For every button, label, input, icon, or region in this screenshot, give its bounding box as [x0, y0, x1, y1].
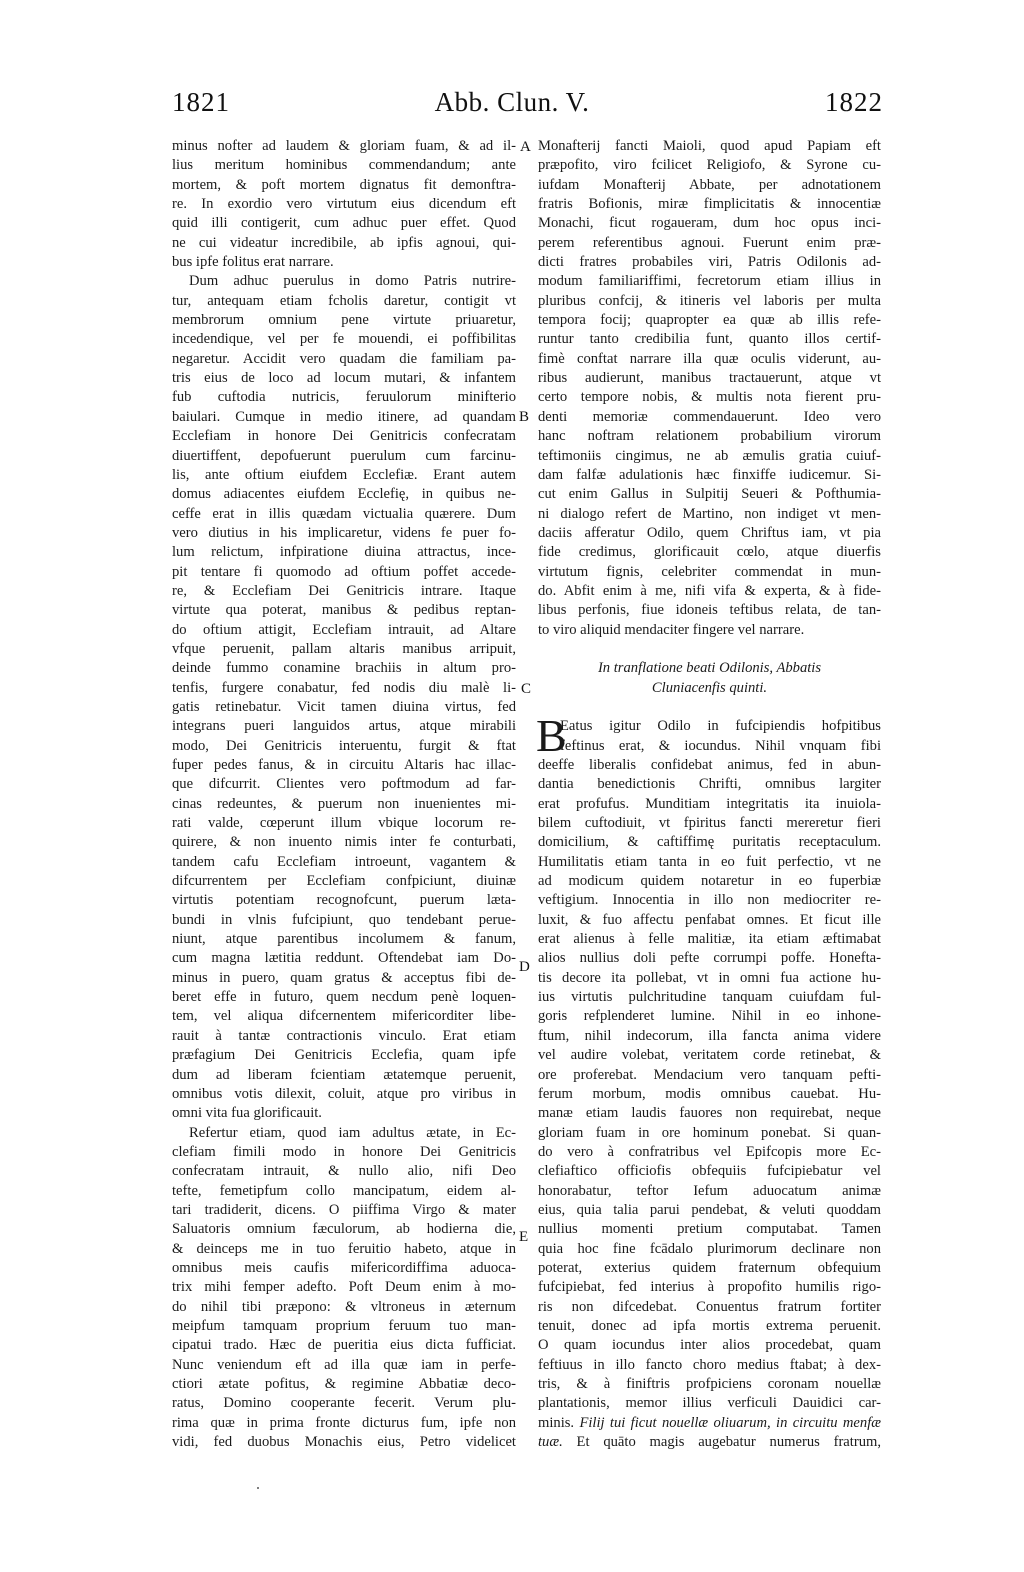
scripture-quote: Filij tui ficut nouellæ oliuarum, in circuitu menfæ: [579, 1414, 881, 1431]
text-line: gloriam fuam in ore hominum ponebat. Si quan-: [538, 1124, 881, 1141]
page-header: [0, 84, 1024, 120]
text-line: virtutum fignis, celebriter commendat in mun-: [538, 563, 881, 580]
text-line: libus perfonis, fiue idoneis teftibus relata, de tan-: [538, 602, 881, 619]
text-line: modo, Dei Genitricis interuentu, furgit & ftat: [172, 737, 516, 754]
text-line: Dum adhuc puerulus in domo Patris nutrire-: [189, 273, 516, 290]
text-line: perem referentibus agnoui. Fuerunt enim præ-: [538, 234, 881, 251]
text-line: do oftium attigit, Ecclefiam intrauit, ad Altare: [172, 621, 516, 638]
text-line: omnibus votis dilexit, coluit, atque pro viribus in: [172, 1085, 516, 1102]
text-line: eius, quia talia parui pendebat, & veluti quoddam: [538, 1201, 881, 1218]
text-line: to viro aliquid mendaciter fingere vel narrare.: [538, 621, 805, 638]
text-line: hanc noftram relationem probabilium virorum: [538, 428, 881, 445]
text-line: Nunc veniendum eft ad illa quæ iam in perfe-: [172, 1356, 516, 1373]
text-line: minus nofter ad laudem & gloriam fuam, & ad il-: [172, 138, 516, 154]
margin-letter-e: E: [519, 1229, 529, 1245]
text-line: vfque peruenit, pallam altaris manibus arripuit,: [172, 640, 516, 657]
text-line: vidi, fed duobus Monachis eius, Petro videlicet: [172, 1434, 516, 1451]
text-line: erat profufus. Munditiam integritatis ita inuiola-: [538, 795, 881, 812]
text-line: tris eius de loco ad locum mutari, & infantem: [172, 370, 516, 387]
text-line: niunt, atque parentibus incolumem & fanum,: [172, 931, 516, 948]
quote-prefix: minis.: [538, 1414, 580, 1431]
text-line: difcurrentem per Ecclefiam confpiciunt, diuinæ: [172, 873, 516, 890]
text-line: confecratam intrauit, & nullo alio, nifi Deo: [172, 1163, 516, 1180]
text-line: Monafterij fancti Maioli, quod apud Papiam eft: [538, 138, 881, 154]
text-line: ratus, Domino cooperante fecerit. Verum plu-: [172, 1395, 516, 1412]
text-line: virtute qua poterat, manibus & pedibus reptan-: [172, 602, 516, 619]
text-line: Monachi, ficut rogaueram, dum hoc opus inci-: [538, 215, 881, 232]
text-line: fub cuftodia nutricis, feruulorum minifterio: [172, 389, 516, 406]
text-line: incedendique, vel per fe mouendi, ei poffibilitas: [172, 331, 516, 348]
text-line: iufdam Monafterij Abbate, per adnotationem: [538, 176, 881, 193]
text-fragment: Et quāto magis augebatur numerus fratrum,: [576, 1434, 881, 1451]
text-line: gatis retinebatur. Vicit tamen diuina virtus, fed: [172, 698, 516, 715]
text-line: re. In exordio vero virtutum eius dicendum eft: [172, 196, 516, 213]
text-line: tempora focij; quapropter ea quæ ab illis refe-: [538, 312, 881, 329]
text-line: & deinceps me in tuo feruitio habeto, atque in: [172, 1240, 516, 1257]
text-line: ris non difcedebat. Conuentus fratrum fortiter: [538, 1298, 881, 1315]
text-line: cipatui trado. Hæc de pueritia eius dicta fufficiat.: [172, 1337, 516, 1354]
text-line: daciis afferatur Odilo, quem Chriftus iam, vt pia: [538, 524, 881, 541]
text-line: dam falfæ adulationis hæc finxiffe iudicemur. Si-: [538, 466, 881, 483]
text-line: tris, & à finiftris profpiciens coronam nouellæ: [538, 1376, 881, 1392]
text-line: goris refplenderet lumine. Nihil in eo inhone-: [538, 1008, 881, 1025]
text-line: domicilium, & caftiffimę puritatis receptaculum.: [538, 834, 881, 851]
text-line: feftiuus in illo fancto choro medius ftabat; à dex-: [538, 1356, 881, 1373]
drop-cap: B: [536, 710, 567, 762]
text-line: do. Abfit enim à me, nifi vifa & experta, & à fide-: [538, 582, 881, 599]
text-line: ftum, nihil indecorum, illa fancta anima videre: [538, 1027, 881, 1044]
text-line: fuper pedes fanus, & in circuitu Altaris hac illac-: [172, 757, 516, 773]
left-column: [172, 137, 516, 1452]
margin-letter-c: C: [521, 681, 532, 697]
text-line: præpofito, viro fcilicet Religiofo, & Syrone cu-: [538, 157, 881, 174]
text-line: fide credimus, glorificauit cœlo, atque diuerfis: [538, 544, 881, 561]
text-line: fratris Bofionis, miræ fimplicitatis & innocentiæ: [538, 196, 881, 213]
text-line: que difcurrit. Clientes vero poftmodum ad far-: [172, 776, 516, 793]
text-line: manæ etiam laudis fauores non requirebat, neque: [538, 1105, 881, 1122]
text-line: tari tradiderit, dicens. O piiffima Virgo & mater: [172, 1201, 516, 1218]
text-line: dantia benedictionis Chrifti, omnibus largiter: [538, 776, 881, 793]
text-line: Saluatoris omnium fæculorum, ab hodierna die,: [172, 1221, 516, 1238]
text-line: rauit à tantæ contractionis vinculo. Erat etiam: [172, 1027, 516, 1044]
text-line: fufcipiebat, fed interius à propofito humilis rigo-: [538, 1279, 881, 1296]
text-line: do nihil tibi præpono: & vltroneus in æternum: [172, 1298, 516, 1315]
text-line: deeffe liberalis confidebat animus, fed in abun-: [538, 757, 881, 773]
running-title: Abb. Clun. V.: [434, 87, 590, 117]
text-line: tem, vel aliqua difcernentem mifericorditer libe-: [172, 1008, 516, 1025]
text-line: præfagium Dei Genitricis Ecclefia, quam ipfe: [172, 1047, 516, 1064]
text-line: virtutis potentiam recognofcunt, puerum læta-: [172, 892, 516, 909]
text-line: lius meritum hominibus commendandum; ante: [172, 157, 516, 174]
text-line: lis, ante oftium eiufdem Ecclefiæ. Erant autem: [172, 466, 516, 483]
text-line: luxit, & fuo affectu penfabat omnes. Et ficut ille: [538, 911, 881, 928]
text-line: mortem, & poft mortem dignatus fit demonftra-: [172, 176, 516, 193]
left-page-number: 1821: [172, 87, 230, 117]
text-line: ius virtutis pulchritudine tanquam cuiufdam ful-: [538, 989, 881, 1006]
text-line: rati valde, cœperunt illum vbique locorum re-: [172, 815, 516, 832]
text-line: pit tentare fi quomodo ad oftium poffet accede-: [172, 563, 516, 580]
text-line: lum relictum, infpiratione diuina attractus, ince-: [172, 544, 516, 561]
text-line: vel audire volebat, veritatem corde retinebat, &: [538, 1047, 881, 1064]
text-line: ctiori ætate pofitus, & regimine Abbatiæ deco-: [172, 1376, 516, 1392]
text-line: tenuit, donec ad ipfa mortis extrema peruenit.: [538, 1317, 881, 1334]
text-line: dicti fratres probabiles viri, Patris Odilonis ad-: [538, 254, 881, 271]
text-line: tur, antequam etiam fcholis daretur, contigit vt: [172, 292, 516, 309]
text-line: tis decore ita pollebat, vt in omni fua actione hu-: [538, 969, 881, 986]
text-line: denti memoriæ commendauerunt. Ideo vero: [538, 408, 881, 425]
text-line: poterat, exterius quidem fraternum obfequium: [538, 1259, 881, 1276]
text-line: omni vita fua glorificauit.: [172, 1105, 322, 1122]
margin-letter-b: B: [519, 409, 530, 425]
text-line: ne cui videatur incredibile, ab ipfis agnoui, qui-: [172, 234, 516, 251]
text-line: pluribus confcij, & itineris vel laboris per multa: [538, 292, 881, 309]
right-column: [538, 137, 881, 1452]
text-line: veftigium. Innocentia in illo non mediocriter re-: [538, 892, 881, 909]
text-line: Ecclefiam in honore Dei Genitricis confecratam: [172, 428, 516, 445]
text-line: cinas redeuntes, & puerum non inuenientes mi-: [172, 795, 516, 812]
text-line: quid illi contigerit, cum adhuc puer effet. Quod: [172, 215, 516, 232]
text-line: tenfis, furgere conabatur, fed nodis diu malè li-: [172, 679, 516, 696]
text-line: dum ad liberam fcientiam ætatemque peruenit,: [172, 1066, 516, 1083]
text-line: modum familiariffimi, fecretorum etiam illius in: [538, 273, 881, 290]
text-line: bilem cuftodiuit, vt fpiritus fancti mereretur fieri: [538, 815, 881, 832]
text-line: clefiam fimili modo in honore Dei Genitricis: [172, 1143, 516, 1160]
text-line: ni dialogo refert de Martino, non indiget vt men-: [538, 505, 881, 522]
stray-mark: [257, 1487, 259, 1489]
section-heading: Cluniacenfis quinti.: [651, 679, 768, 696]
text-line: ceffe erat in illis quædam victualia quærere. Dum: [172, 505, 516, 522]
text-line: deinde fummo conamine brachiis in altum pro-: [172, 660, 516, 677]
text-line: plantationis, memor illius verficuli Dauidici car-: [538, 1395, 881, 1412]
text-line: integrans pueri languidos artus, atque mirabili: [172, 718, 516, 735]
text-line: ferum morbum, modis omnibus cauebat. Hu-: [538, 1085, 881, 1102]
text-line: [538, 1433, 881, 1452]
text-line: clefiaftico officiofis obfequiis fufcipiebatur vel: [538, 1163, 881, 1180]
text-line: [538, 640, 881, 659]
text-line: Humilitatis etiam tanta in eo fuit perfectio, vt ne: [538, 853, 881, 870]
text-line: Refertur etiam, quod iam adultus ætate, in Ec-: [189, 1124, 516, 1141]
text-line: negaretur. Accidit vero quadam die familiam pa-: [172, 350, 516, 367]
margin-letter-d: D: [519, 959, 530, 975]
text-line: fimè conftat narrare illa quæ oculis viderunt, au-: [538, 350, 881, 367]
text-line: diuertiffent, depofuerunt puerulum cum farcinu-: [172, 447, 516, 464]
text-line: tefte, femetipfum collo mancipatum, eidem al-: [172, 1182, 516, 1199]
text-line: feftinus erat, & iocundus. Nihil vnquam fibi: [560, 737, 881, 754]
text-line: rima quæ in prima fronte dicturus fum, ipfe non: [172, 1414, 516, 1431]
text-line: domus adiacentes eiufdem Ecclefię, in quibus ne-: [172, 486, 516, 503]
text-line: tandem cafu Ecclefiam introeunt, vagantem &: [172, 853, 516, 870]
text-line: teftimoniis cingimus, ne ab æmulis gratia cuiuf-: [538, 447, 881, 464]
text-line: honorabatur, teftor Iefum aduocatum animæ: [538, 1182, 881, 1199]
text-line: bus ipfe folitus erat narrare.: [172, 254, 334, 271]
text-line: do vero à confratribus vel Epifcopis more Ec-: [538, 1143, 881, 1160]
text-line: beret effe in futuro, quem necdum penè loquen-: [172, 989, 516, 1006]
text-line: O quam iocundus inter alios procedebat, quam: [538, 1337, 881, 1354]
text-line: cum magna lætitia reddunt. Oftendebat iam Do-: [172, 950, 516, 967]
text-line: meipfum tamquam proprium feruum tuo man-: [172, 1317, 516, 1334]
text-line: bundi in vlnis fufcipiunt, quo tendebant perue-: [172, 911, 516, 928]
text-line: quia hoc fine fcādalo plurimorum declinare non: [538, 1240, 881, 1257]
text-line: nullius momenti pretium computabat. Tamen: [538, 1221, 881, 1238]
text-line: vero diutius in his implicaretur, videns fe puer fo-: [172, 524, 516, 541]
text-line: ad modicum quidem notaretur in eo fuperbiæ: [538, 873, 881, 890]
text-line: membrorum omnium pene virtute priuaretur,: [172, 312, 516, 329]
text-line: [538, 698, 881, 717]
scripture-quote-end: tuæ.: [538, 1434, 577, 1451]
text-line: runtur tanto credibilia funt, quanto illos certif-: [538, 331, 881, 348]
text-line: re, & Ecclefiam Dei Genitricis intrare. Itaque: [172, 582, 516, 599]
text-line: trix mihi femper adefto. Poft Deum enim à mo-: [172, 1279, 516, 1296]
text-line: baiulari. Cumque in medio itinere, ad quandam: [172, 408, 516, 425]
right-page-number: 1822: [825, 87, 883, 117]
text-line: ore proferebat. Mendacium vero tanquam pefti-: [538, 1066, 881, 1083]
text-line: omnibus meis caufis mifericordiffima aduoca-: [172, 1259, 516, 1276]
margin-letter-a: A: [520, 139, 531, 155]
text-line: ribus audierunt, manibus tractauerunt, atque vt: [538, 370, 881, 387]
text-line: minus in puero, quam gratus & acceptus fibi de-: [172, 969, 516, 986]
text-line: cut enim Gallus in Sulpitij Seueri & Pofthumia-: [538, 486, 881, 503]
text-line: quirere, & non inuento nimis inter fe conturbati,: [172, 834, 516, 851]
text-line: Eatus igitur Odilo in fufcipiendis hofpitibus B: [536, 710, 881, 762]
text-line: erat alienus à felle malitiæ, ita etiam æftimabat: [538, 931, 881, 948]
text-line: [538, 1414, 881, 1433]
text-line: alios nullius doli pefte corrumpi poffe. Honefta-: [538, 950, 881, 967]
section-heading: In tranflatione beati Odilonis, Abbatis: [597, 660, 822, 677]
text-line: certo tempore nobis, & multis nota fierent pru-: [538, 389, 881, 406]
